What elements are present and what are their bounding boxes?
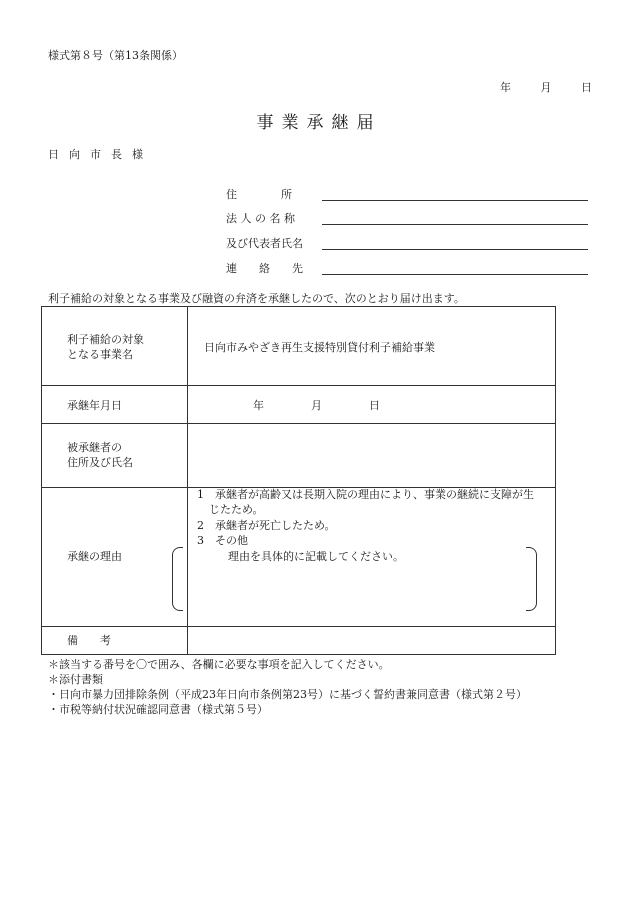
remarks-field[interactable] (188, 627, 554, 653)
succession-date-label: 承継年月日 (67, 399, 122, 412)
row-divider (42, 385, 555, 386)
contact-label: 連 絡 先 (226, 262, 303, 275)
other-reason-hint: 理由を具体的に記載してください。 (228, 550, 404, 563)
contact-field[interactable] (322, 260, 588, 275)
address-label: 住 所 (226, 188, 292, 201)
reason-option-3[interactable]: 3 その他 (197, 534, 248, 547)
predecessor-label: 被承継者の 住所及び氏名 (67, 441, 133, 469)
company-name-label: 法 人 の 名 称 (226, 212, 295, 225)
succession-date-month[interactable]: 月 (311, 399, 322, 412)
bracket-right (526, 547, 537, 611)
date-month: 月 (540, 81, 552, 94)
other-reason-field[interactable] (184, 565, 524, 607)
form-number: 様式第８号（第13条関係） (48, 49, 183, 62)
bracket-left (172, 547, 183, 611)
reason-label: 承継の理由 (67, 550, 122, 563)
date-day: 日 (581, 81, 592, 94)
instruction-note: ＊該当する番号を〇で囲み、各欄に必要な事項を記入してください。 (48, 658, 390, 671)
row-divider (42, 423, 555, 424)
representative-field[interactable] (322, 235, 588, 250)
attachment-item: ・市税等納付状況確認同意書（様式第５号） (48, 703, 268, 716)
intro-text: 利子補給の対象となる事業及び融資の弁済を承継したので、次のとおり届け出ます。 (48, 292, 465, 305)
address-field[interactable] (322, 186, 588, 201)
succession-date-day[interactable]: 日 (369, 399, 380, 412)
date-year: 年 (500, 81, 511, 94)
succession-date-year[interactable]: 年 (253, 399, 264, 412)
business-name-label: 利子補給の対象 となる事業名 (67, 333, 144, 361)
document-title: 事業承継届 (256, 113, 382, 133)
attachments-heading: ＊添付書類 (48, 673, 103, 686)
predecessor-field[interactable] (188, 425, 554, 485)
reason-option-1[interactable]: 1 承継者が高齢又は長期入院の理由により、事業の継続に支障が生 (197, 488, 534, 501)
addressee: 日向市長様 (48, 148, 153, 161)
attachment-item: ・日向市暴力団排除条例（平成23年日向市条例第23号）に基づく誓約書兼同意書（様式第２号） (48, 688, 527, 701)
business-name-value[interactable]: 日向市みやざき再生支援特別貸付利子補給事業 (204, 341, 435, 354)
submission-date (500, 79, 592, 95)
company-name-field[interactable] (322, 210, 588, 225)
reason-option-2[interactable]: 2 承継者が死亡したため。 (197, 519, 336, 532)
representative-label: 及び代表者氏名 (226, 237, 303, 250)
remarks-label: 備 考 (67, 634, 111, 647)
reason-option-1-cont: じたため。 (209, 503, 264, 516)
